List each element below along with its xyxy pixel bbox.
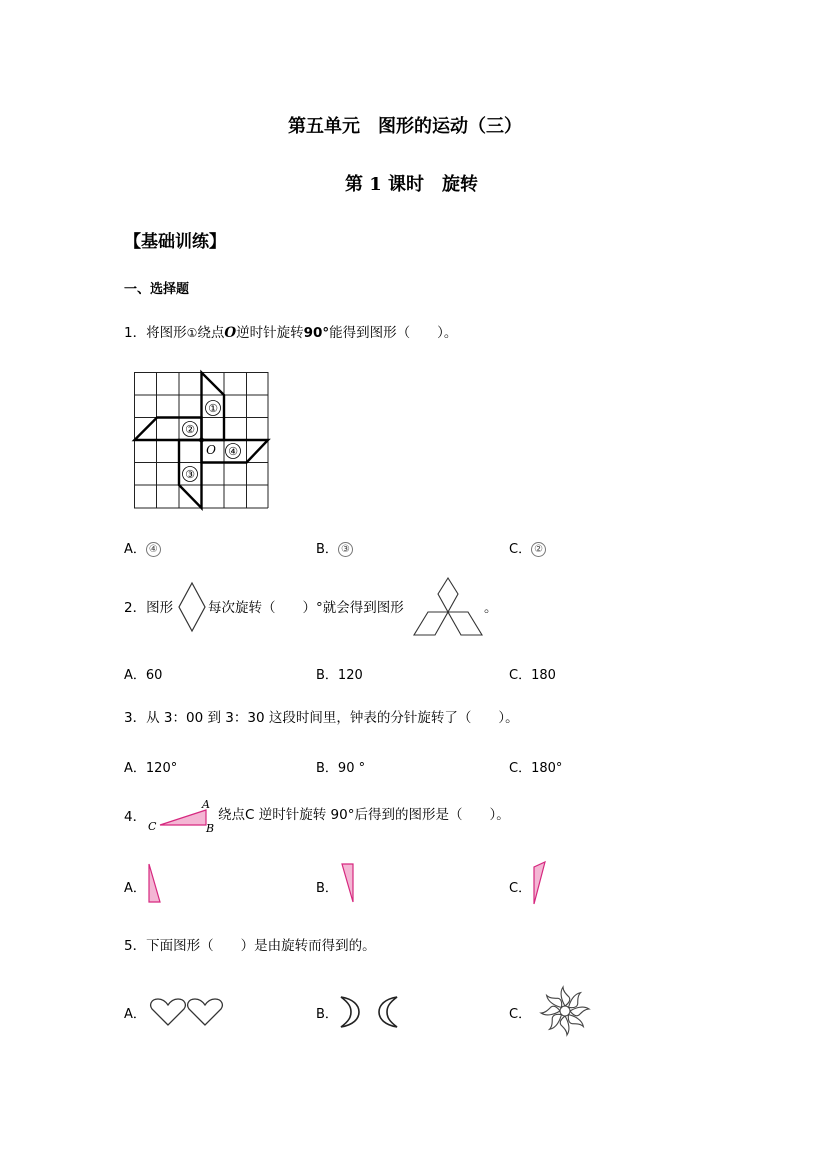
option-b[interactable]: B．120 (316, 668, 363, 683)
option-value: ④ (146, 542, 161, 557)
option-value: ③ (338, 542, 353, 557)
point-label: C (245, 807, 255, 823)
pinwheel-grid-figure (134, 372, 269, 509)
option-c[interactable]: C．180 (509, 668, 556, 683)
figure-label: ① (186, 326, 198, 340)
question-text: 绕点 (197, 325, 225, 341)
option-b[interactable]: B． ③ (316, 538, 353, 557)
vertex-a: A (202, 798, 210, 811)
swirl-petal (541, 1006, 560, 1015)
option-b[interactable]: B． (316, 881, 338, 896)
question-4-number: 4． (124, 809, 147, 825)
question-2-text: 每次旋转（ ）°就会得到图形 (208, 600, 404, 616)
option-value: ② (531, 542, 546, 557)
point-label: O (224, 325, 237, 341)
option-a[interactable]: A．60 (124, 668, 163, 683)
option-a[interactable]: A． (124, 881, 146, 896)
angle-value: 90° (303, 325, 330, 341)
two-hearts-figure[interactable] (149, 997, 225, 1027)
time-start: 3：00 (163, 710, 204, 726)
vertex-c: C (148, 820, 157, 833)
swirl-flower-figure[interactable] (534, 983, 596, 1039)
option-a[interactable]: A． (124, 1007, 146, 1022)
question-5: 5．下面图形（ ）是由旋转而得到的。 (124, 938, 376, 954)
triangle-option-a[interactable] (146, 862, 162, 904)
grid-label-4: ④ (228, 445, 238, 458)
question-text: 能得到图形（ ）。 (329, 325, 458, 341)
question-4-text: 绕点C 逆时针旋转 90°后得到的图形是（ ）。 (218, 807, 510, 823)
option-b[interactable]: B．90 ° (316, 761, 366, 776)
swirl-petal (560, 1016, 569, 1035)
question-3: 3．从 3：00 到 3：30 这段时间里，钟表的分针旋转了（ ）。 (124, 710, 519, 726)
section-heading: 【基础训练】 (124, 232, 226, 252)
option-c[interactable]: C． (509, 881, 532, 896)
swirl-petal (561, 987, 570, 1006)
triangle-option-c[interactable] (531, 860, 547, 906)
triangle-abc-figure (148, 797, 218, 833)
swirl-petal (570, 1007, 589, 1016)
grid-label-2: ② (185, 423, 195, 436)
question-number: 1． (124, 325, 147, 341)
question-2-end: 。 (484, 600, 498, 616)
angle-value: 90° (330, 807, 355, 823)
question-text: 逆时针旋转 (236, 325, 304, 341)
lesson-title: 第 1 课时 旋转 (345, 174, 479, 195)
option-b[interactable]: B． (316, 1007, 338, 1022)
option-c[interactable]: C． (509, 1007, 532, 1022)
two-crescents-figure[interactable] (339, 995, 399, 1029)
subsection-heading: 一、选择题 (124, 282, 190, 297)
vertex-b: B (206, 822, 215, 835)
question-text: 图形 (146, 600, 174, 616)
triangle-option-b[interactable] (340, 862, 356, 904)
grid-label-o: O (206, 443, 216, 457)
question-1 (124, 324, 457, 342)
option-c[interactable]: C． ② (509, 538, 546, 557)
unit-title: 第五单元 图形的运动（三） (288, 116, 522, 137)
option-c[interactable]: C．180° (509, 761, 563, 776)
time-end: 3：30 (225, 710, 265, 726)
question-2-number: 2．图形 (124, 600, 174, 616)
grid-label-1: ① (208, 402, 218, 415)
grid-label-3: ③ (185, 468, 195, 481)
three-rhombus-figure (413, 576, 483, 638)
option-a[interactable]: A． ④ (124, 538, 161, 557)
rhombus-figure (177, 582, 207, 632)
option-a[interactable]: A．120° (124, 761, 178, 776)
question-text: 将图形 (146, 325, 187, 341)
